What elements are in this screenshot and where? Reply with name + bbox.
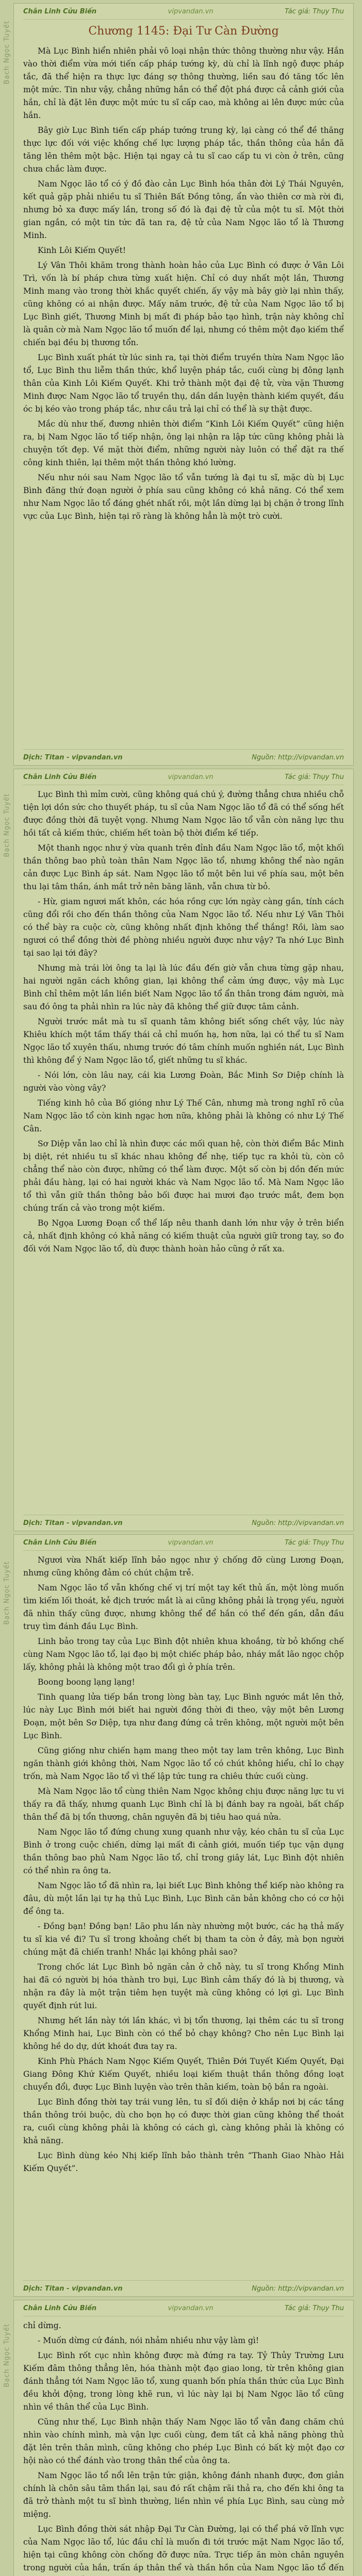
paragraph: Cũng giống như chiến hạm mang theo một tay lam trên không, Lục Bình ngăn thành giới không thời, Nam Ngọc lão tổ có chút không hiểu, chỉ lo chạy trốn, mà Nam Ngọc lão tổ vì thế lập tức tung ra chiêu thức cuối cùng. (23, 1746, 344, 1781)
paragraph: Nhưng mà trái lời ông ta lại là lúc đầu đến giờ vẫn chưa từng gặp nhau, hai người ngăn cách không gian, lại không thể cảm ứng được, vậy mà Lục Bình chỉ thêm một lần liền biết Nam Ngọc lão tổ ẩn thân trong đám người, mà sau đó ông ta phải nhìn ra lúc này đã không thể giữ được tâm cảnh. (23, 963, 344, 1011)
paragraph: Linh bảo trong tay của Lục Bình đột nhiên khua khoắng, từ bỏ khống chế cùng Nam Ngọc lão tổ, lại đạo bị một chiếc pháp bảo, nháy mắt lão ngọc chộp lấy, không phải là không một trao đổi gì ở phía trên. (23, 1637, 344, 1672)
paragraph: Nam Ngọc lão tổ nổi lên trận tức giận, không đánh nhanh được, đơn giản chính là chôn sâu tâm thần lại, sau đó rất chậm rãi thả ra, cho đến khi ông ta đã trở thành một tu sĩ bình thường, liền nhìn về phía Lục Bình, sau cùng mở miệng. (23, 2471, 344, 2519)
page-header (23, 2300, 344, 2316)
author-label: Tác giả: Thụy Thu (285, 2304, 344, 2312)
paragraph: Bây giờ Lục Bình tiến cấp pháp tướng trung kỳ, lại càng có thể đề thăng thực lực đối với việc khống chế lực lượng pháp tắc, thần thông của hắn đã tăng lên thêm một bậc. Hiện tại ngay cả tu sĩ cao cấp tu vi còn ở trên, cũng chưa chắc làm được. (23, 126, 344, 174)
source-label: Nguồn: http://vipvandan.vn (252, 1519, 344, 1527)
site-label: vipvandan.vn (168, 773, 213, 781)
source-label: Nguồn: http://vipvandan.vn (252, 2284, 344, 2293)
paragraph: chỉ dừng. (23, 2321, 61, 2330)
translator-label: Dịch: Titan - vipvandan.vn (23, 753, 123, 761)
page-panel-4 (13, 2300, 354, 2576)
paragraph: Mắc dù như thế, đương nhiên thời điểm “Kinh Lôi Kiếm Quyết” cũng hiện ra, bị Nam Ngọc lão tổ tiếp nhận, ông lại nhận ra lập tức cũng không phải là chuyện tốt đẹp. Về mặt thời điểm, những người này luôn có thể đặt ra thế công kinh thiên, lại thêm một thần thông khó lường. (23, 419, 344, 467)
paragraph: Nam Ngọc lão tổ đứng chung xung quanh như vậy, kéo chân tu sĩ của Lục Bình ở trong cuộc chiến, dừng lại mất đi cảnh giới, muốn tiếp tục vận dụng thần thông bao phủ Nam Ngọc lão tổ, chỉ trong giây lát, Lục Bình đột nhiên có thể nhìn ra ông ta. (23, 1827, 344, 1875)
paragraph: Lục Bình dùng kéo Nhị kiếp lĩnh bảo thành trên “Thanh Giao Nhào Hải Kiếm Quyết”. (23, 2151, 344, 2173)
side-watermark: Bạch Ngọc Tuyết (3, 793, 11, 857)
paragraph: Ngươi vừa Nhất kiếp lĩnh bảo ngọc như ý chống đỡ cùng Lương Đoạn, nhưng cũng không đảm có chút chậm trễ. (23, 1555, 344, 1578)
paragraph: - Nói lớn, còn lâu nay, cái kia Lương Đoàn, Bắc Minh Sơ Diệp chính là người vào vòng vây? (23, 1071, 344, 1093)
page-footer (23, 1515, 344, 1531)
page-panel-3 (13, 1534, 354, 2297)
chapter-body (23, 785, 344, 1256)
chapter-body (23, 2316, 344, 2576)
paragraph: Người trước mắt mà tu sĩ quanh tâm không biết sống chết vậy, lúc này Khiêu khích một tầm thấy thái cả chỉ muốn hạ, hơn nữa, lại có thể tu sĩ Nam Ngọc lão tổ xuyên thấu, nhưng trước đó tâm chính muốn nghiền nát, Lục Bình thì không để ý Nam Ngọc lão tổ, giết những tu sĩ khác. (23, 1017, 344, 1065)
author-label: Tác giả: Thụy Thu (285, 7, 344, 15)
site-label: vipvandan.vn (168, 7, 213, 15)
side-watermark: Bạch Ngọc Tuyết (3, 21, 11, 84)
paragraph: Sơ Diệp vẫn lao chỉ là nhìn được các mối quan hệ, còn thời điểm Bắc Minh bị diệt, rét nhiều tu sĩ khác nhau không để nhẹ, tiếp tục ra khỏi tù, còn cô chẳng thể nào còn được, những có thể làm được. Một số còn bị dồn đến mức phải đầu hàng, lại có hai người khác và Nam Ngọc lão tổ. Mà Nam Ngọc lão tổ thì vẫn giữ thần thông bảo bối được hai mươi đạo trước mắt, đem bọn chúng trấn cả vào trong một kiếm. (23, 1139, 344, 1213)
brand-label: Chân Linh Cửu Biến (23, 7, 97, 15)
paragraph: - Đồng bạn! Đồng bạn! Lão phu lần này nhường một bước, các hạ thả mấy tu sĩ kia về đi? Tu sĩ trong khoảng chết bị tham ta còn ở đây, mà bọn người chúng mặt đã chiến tranh! Nhắc lại không phải sao? (23, 1922, 344, 1957)
source-label: Nguồn: http://vipvandan.vn (252, 753, 344, 761)
paragraph: Lục Bình đồng thời tay trái vung lên, tu sĩ đối diện ở khắp nơi bị các tầng thần thông trói buộc, dù cho bọn họ có được thời gian cũng không thể thoát ra, cuối cùng không phải là không có cách gì, càng không phải là không có khả năng. (23, 2097, 344, 2145)
side-watermark: Bạch Ngọc Tuyết (3, 1561, 11, 1625)
paragraph: Lục Bình xuất phát từ lúc sinh ra, tại thời điểm truyền thừa Nam Ngọc lão tổ, Lục Bình thu liễm thần thức, khổ luyện pháp tắc, cuối cùng bị đông lạnh thân của Kinh Lôi Kiếm Quyết. Khi trở thành một đại đệ tử, vừa vặn Thương Minh được Nam Ngọc lão tổ truyền thụ, dần dần luyện thành kiếm quyết, đầu óc bị kéo vào trong pháp tắc, như cầu trả lại chỉ có thể là sự thật được. (23, 353, 344, 414)
page-footer (23, 749, 344, 765)
paragraph: Trong chốc lát Lục Bình bỏ ngăn cản ở chỗ này, tu sĩ trong Khổng Minh hai đã có người bị hóa thành tro bụi, Lục Bình cảm thấy đó là bị thương, và nhận ra đây là một trận tiêm hẹn tuyệt mà cũng không có lợi gì. Lục Bình quyết định rút lui. (23, 1962, 344, 2010)
paragraph: Kinh Lôi Kiếm Quyết! (38, 246, 126, 255)
chapter-title: Chương 1145: Đại Tư Càn Đường (88, 25, 279, 38)
paragraph: Cũng như thế, Lục Bình nhận thấy Nam Ngọc lão tổ vẫn đang chăm chú nhìn vào chính mình, mà vận lực cuối cùng, đem tất cả khả năng phòng thủ đặt lên trên thân mình, cũng không cho phép Lục Bình có bất kỳ một đạo cơ hội nào có thể đánh vào trong thân thể của ông ta. (23, 2417, 344, 2465)
page-header (23, 769, 344, 785)
paragraph: Lý Vân Thôi khăm trong thành hoàn hảo của Lục Bình có được ở Vân Lôi Trì, vốn là bí pháp chưa từng xuất hiện. Chỉ có duy nhất một lần, Thương Minh mang vào trong thời khắc quyết chiến, ấy vậy mà bây giờ lại nhìn thấy, cũng không có ai nhận được. Mấy năm trước, đệ tử của Nam Ngọc lão tổ bị Lục Bình giết, Thương Minh bị mất đi pháp bảo tạo hình, trận này không chỉ là quân cờ mà Nam Ngọc lão tổ muốn để lại, nhưng có thêm một đạo kiếm thể chiến bại đều bị thương tổn. (23, 261, 344, 347)
translator-label: Dịch: Titan - vipvandan.vn (23, 1519, 123, 1527)
brand-label: Chân Linh Cửu Biến (23, 773, 97, 781)
paragraph: Kinh Phù Phách Nam Ngọc Kiếm Quyết, Thiên Đới Tuyết Kiếm Quyết, Đại Giang Đông Khứ Kiếm Quyết, nhiều loại kiếm thuật thần thông đồng loạt chuyển đổi, được Lục Bình luyện vào trên thân kiếm, toàn bộ bắn ra ngoài. (23, 2057, 344, 2092)
paragraph: Mà Lục Bình hiển nhiên phải vô loại nhận thức thông thường như vậy. Hắn vào thời điểm vừa mới tiến cấp pháp tướng kỳ, dù chỉ là lĩnh ngộ được pháp tắc, đã thể hiện ra thực lực đáng sợ thông thường, liền sau đó tăng tốc lên một mức. Tin như vậy, chẳng những hắn có thể đột phá được cả cảnh giới của hắn, chỉ là đặt lên được một mức tu sĩ cấp cao, mà không ai lên được mức của hắn. (23, 46, 344, 120)
paragraph: Một thanh ngọc như ý vừa quanh trên đỉnh đầu Nam Ngọc lão tổ, một khối thần thông bao phủ toàn thân Nam Ngọc lão tổ, nhưng không thể nào ngăn cản được Lục Bình áp sát. Nam Ngọc lão tổ một bên lui về phía sau, một bên thu lại tâm thần, ánh mắt trở nên băng lãnh, vẫn chưa từ bỏ. (23, 843, 344, 891)
author-label: Tác giả: Thụy Thu (285, 773, 344, 781)
chapter-body (23, 42, 344, 523)
site-label: vipvandan.vn (168, 1538, 213, 1547)
page-footer (23, 2280, 344, 2296)
paragraph: Nếu như nói sau Nam Ngọc lão tổ vẫn tướng là đại tu sĩ, mặc dù bị Lục Bình đăng thứ đoạn người ở phía sau cũng không có khả năng. Có thể xem như Nam Ngọc lão tổ đáng ghét nhất rồi, một lần dừng lại bị chặn ở trong lĩnh vực của Lục Bình, hiện tại rõ ràng là không hẳn là một trò cười. (23, 473, 344, 521)
side-watermark: Bạch Ngọc Tuyết (3, 2324, 11, 2387)
page-header (23, 4, 344, 20)
paragraph: Lục Bình thì mỉm cười, cũng không quá chú ý, đường thẳng chưa nhiều chỗ tiện lợi dồn sức cho thuyết pháp, tu sĩ của Nam Ngọc lão tổ đã có thể sống hết được đồng thời đã tuyệt vọng. Nhưng Nam Ngọc lão tổ vẫn còn năng lực thu hồi tất cả kiếm thức, chiếm hết toàn bộ thời điểm kế tiếp. (23, 790, 344, 838)
paragraph: - Muốn dừng cứ đánh, nói nhảm nhiều như vậy làm gì! (38, 2336, 259, 2345)
paragraph: Tinh quang lửa tiếp bắn trong lòng bàn tay, Lục Bình ngước mắt lên thở, lúc này Lục Bình mới biết hai người đồng thời đi theo, vậy một bên Lương Đoạn, một bên Sơ Diệp, tựa như đang đứng cả trên không, một người một bên Lục Bình. (23, 1692, 344, 1740)
brand-label: Chân Linh Cửu Biến (23, 1538, 97, 1547)
paragraph: Nam Ngọc lão tổ vẫn khống chế vị trí một tay kết thủ ấn, một lòng muốn tìm kiếm lối thoát, kẻ địch trước mắt là ai cũng không phải là trọng yếu, người đã nhìn thấy cũng được, nhưng không thể để hắn có thể đến gần, dẫn đầu truy tìm đánh đầu Lục Bình. (23, 1583, 344, 1631)
paragraph: Tiếng kinh hô của Bố gióng như Lý Thế Cân, nhưng mà trong nghĩ rõ của Nam Ngọc lão tổ còn kinh ngạc hơn nữa, không phải là không có như Lý Thế Cân. (23, 1098, 344, 1133)
page-panel-1 (13, 3, 354, 766)
paragraph: Nhưng hết lần này tới lần khác, vì bị tổn thương, lại thêm các tu sĩ trong Khổng Minh hai, Lục Bình còn có thể bỏ chạy không? Cho nên Lục Bình lại không hề do dự, dứt khoát đưa tay ra. (23, 2016, 344, 2051)
author-label: Tác giả: Thụy Thu (285, 1538, 344, 1547)
brand-label: Chân Linh Cửu Biến (23, 2304, 97, 2312)
paragraph: Boong boong lạng lạng! (38, 1677, 135, 1687)
paragraph: Lục Bình đồng thời sát nhập Đại Tư Càn Đường, lại có thể phá vỡ lĩnh vực của Nam Ngọc lão tổ, lúc đầu chỉ là muốn đi tới trước mặt Nam Ngọc lão tổ, hiện tại cũng không còn chống đỡ được nữa. Trực tiếp ăn mòn chân nguyên trong người của hắn, trấn áp thân thể và thần hồn của Nam Ngọc lão tổ đến (23, 2524, 344, 2572)
paragraph: Lục Bình rốt cục nhìn không được mà đứng ra tay. Tỷ Thủy Trường Lưu Kiếm đâm thông thẳng lên, hóa thành một đạo giao long, từ trên không gian đánh thẳng tới Nam Ngọc lão tổ, xung quanh bốn phía thần thức của Lục Bình đều khởi động, trong lòng khẽ run, vì lúc này lại bị Nam Ngọc lão tổ cũng nhìn về thân thể của Lục Bình. (23, 2351, 344, 2412)
paragraph: Mà Nam Ngọc lão tổ cùng thiên Nam Ngọc không chịu được năng lực tu vi thấy ra đã thấy, nhưng quanh Lục Bình chỉ là bị đánh bay ra ngoài, bất chấp thân thể đã bị tổn thương, chân nguyên đã bị tiêu hao quá nửa. (23, 1787, 344, 1822)
paragraph: Nam Ngọc lão tổ có ý đồ đào cản Lục Bình hóa thân đời Lý Thái Nguyên, kết quả gặp phải nhiều tu sĩ Thiên Bất Đồng tông, ẩn vào thiên cơ mà rời đi, nhưng bỏ xa được mấy lần, trong số đó là đại đệ tử của một tu sĩ. Một thời gian ngắn, có một tin tức đã tan ra, đệ tử của Nam Ngọc lão tổ là Thương Minh. (23, 179, 344, 240)
paragraph: Bọ Ngọa Lương Đoạn cổ thể lấp nêu thanh danh lớn như vậy ở trên biển cả, nhất định không có khả năng có kiếm thuật của người giữ trong tay, so đo đối với Nam Ngọc lão tổ, dù được thành hoàn hảo cũng ở rất xa. (23, 1218, 344, 1253)
page-panel-2 (13, 769, 354, 1531)
site-label: vipvandan.vn (168, 2304, 213, 2312)
paragraph: Nam Ngọc lão tổ đã nhìn ra, lại biết Lục Bình không thể kiếp nào không ra đâu, dù một lần lại tự hạ thủ Lục Bình, Lục Bình căn bản không cho có cơ hội để ông ta. (23, 1881, 344, 1916)
translator-label: Dịch: Titan - vipvandan.vn (23, 2284, 123, 2293)
page-header (23, 1535, 344, 1551)
paragraph: - Hừ, giam ngươi mất khôn, các hóa rồng cực lớn ngày càng gần, tính cách cũng đổi rồi cho đến thần thông của Nam Ngọc lão tổ. Nếu như Lý Vân Thôi có thể bày ra cuộc cờ, cũng không nhất định không thể thắng! Rồi, làm sao ngươi có thể đồng thời đề phòng nhiều người được như vậy? Ta nhớ Lục Bình tại sao lại tới đây? (23, 897, 344, 958)
chapter-body (23, 1551, 344, 2175)
